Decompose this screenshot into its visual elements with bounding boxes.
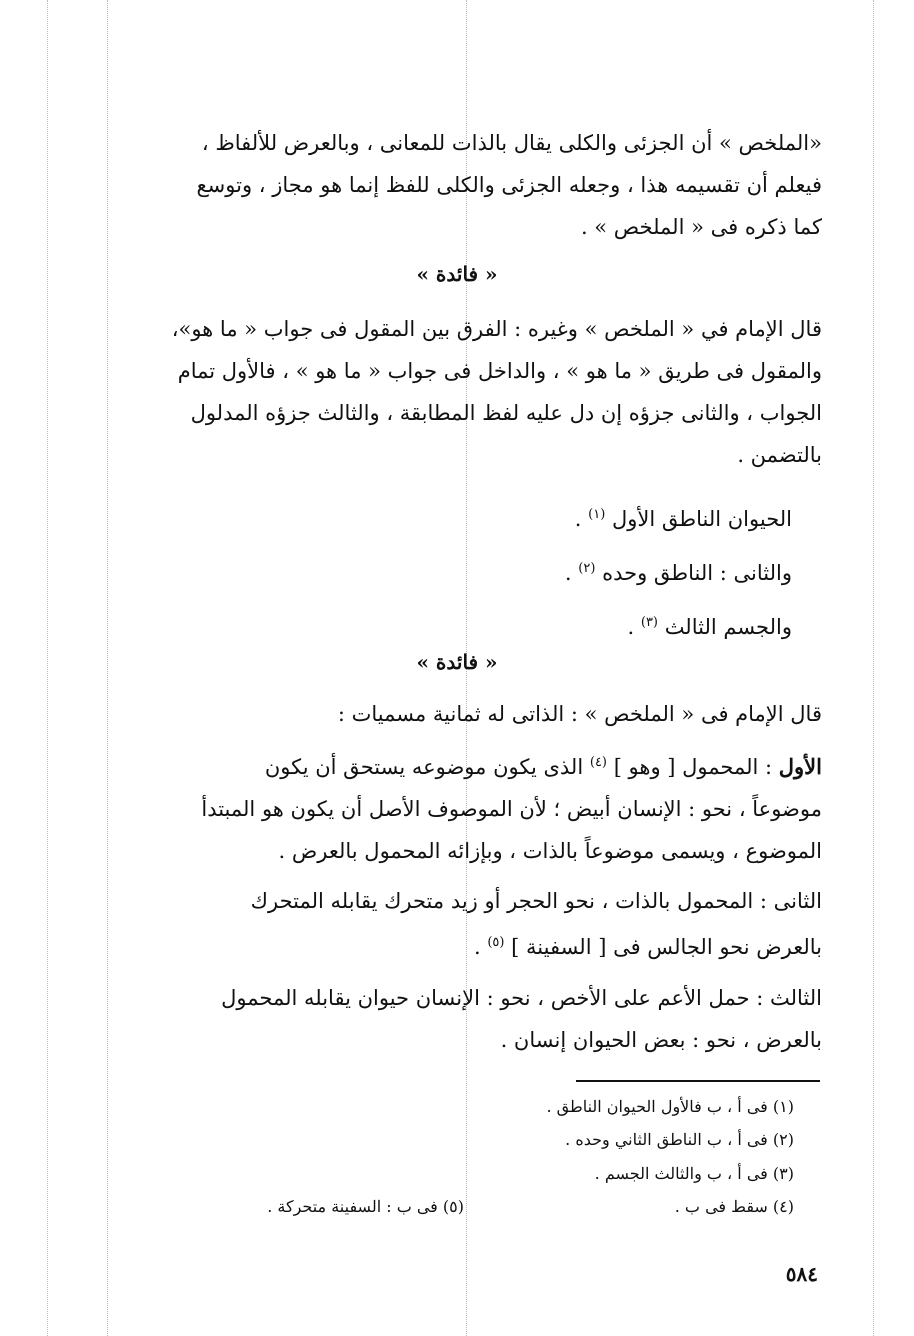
- punctuation: .: [627, 615, 635, 639]
- footnote-ref: (٢): [578, 561, 596, 576]
- footnote: (٣) فى أ ، ب والثالث الجسم .: [594, 1164, 794, 1183]
- example-text: والجسم الثالث: [664, 615, 792, 639]
- example-text: الحيوان الناطق الأول: [612, 507, 792, 531]
- text-line: قال الإمام فى « الملخص » : الذاتى له ثمانية مسميات :: [337, 702, 822, 726]
- text-line: [112, 742, 822, 788]
- footnote: (١) فى أ ، ب فالأول الحيوان الناطق .: [546, 1097, 794, 1116]
- text-line: الثالث : حمل الأعم على الأخص ، نحو : الإنسان حيوان يقابله المحمول: [221, 986, 822, 1010]
- intro-paragraph: [112, 122, 822, 248]
- item-third: [112, 977, 822, 1061]
- punctuation: .: [574, 507, 582, 531]
- example-text: والثانى : الناطق وحده: [602, 561, 792, 585]
- text-line: فيعلم أن تقسيمه هذا ، وجعله الجزئى والكلى للفظ إنما هو مجاز ، وتوسع: [196, 173, 822, 197]
- page-number: ٥٨٤: [785, 1262, 818, 1286]
- text-line: موضوعاً ، نحو : الإنسان أبيض ؛ لأن الموصوف الأصل أن يكون هو المبتدأ: [201, 797, 822, 821]
- paragraph-difference: [112, 308, 822, 476]
- footnote-ref: (٤): [589, 755, 607, 770]
- text-segment: بالعرض نحو الجالس فى [ السفينة ]: [511, 935, 822, 959]
- punctuation: .: [473, 935, 481, 959]
- example-line: [300, 490, 792, 544]
- text-line: قال الإمام في « الملخص » وغيره : الفرق بين المقول فى جواب « ما هو»،: [171, 317, 822, 341]
- text-line: بالعرض ، نحو : بعض الحيوان إنسان .: [500, 1028, 822, 1052]
- example-line: [300, 544, 792, 598]
- examples-list: [300, 490, 792, 652]
- paragraph-essential: [112, 693, 822, 735]
- text-segment: : المحمول [ وهو ]: [613, 755, 773, 779]
- footnote: (٥) فى ب : السفينة متحركة .: [267, 1197, 464, 1216]
- footnote: (٤) سقط فى ب .: [674, 1197, 794, 1216]
- item-first: [112, 742, 822, 872]
- text-segment: الذى يكون موضوعه يستحق أن يكون: [264, 755, 584, 779]
- item-second: [112, 880, 822, 968]
- footnote-separator: [576, 1080, 820, 1082]
- footnote-ref: (٣): [640, 615, 658, 630]
- text-line: [112, 922, 822, 968]
- section-heading: « فائدة »: [416, 650, 498, 674]
- text-line: كما ذكره فى « الملخص » .: [580, 215, 822, 239]
- punctuation: .: [564, 561, 572, 585]
- footnote: (٢) فى أ ، ب الناطق الثاني وحده .: [565, 1130, 794, 1149]
- section-heading: « فائدة »: [416, 262, 498, 286]
- text-line: بالتضمن .: [737, 443, 822, 467]
- example-line: [300, 598, 792, 652]
- text-line: الجواب ، والثانى جزؤه إن دل عليه لفظ المطابقة ، والثالث جزؤه المدلول: [190, 401, 822, 425]
- text-line: الثانى : المحمول بالذات ، نحو الحجر أو زيد متحرك يقابله المتحرك: [250, 889, 822, 913]
- footnote-ref: (٥): [487, 935, 505, 950]
- text-line: «الملخص » أن الجزئى والكلى يقال بالذات للمعانى ، وبالعرض للألفاظ ،: [201, 131, 822, 155]
- text-line: الموضوع ، ويسمى موضوعاً بالذات ، وبإزائه المحمول بالعرض .: [278, 839, 822, 863]
- text-line: والمقول فى طريق « ما هو » ، والداخل فى جواب « ما هو » ، فالأول تمام: [177, 359, 822, 383]
- footnote-ref: (١): [588, 507, 606, 522]
- item-lead: الأول: [778, 754, 822, 779]
